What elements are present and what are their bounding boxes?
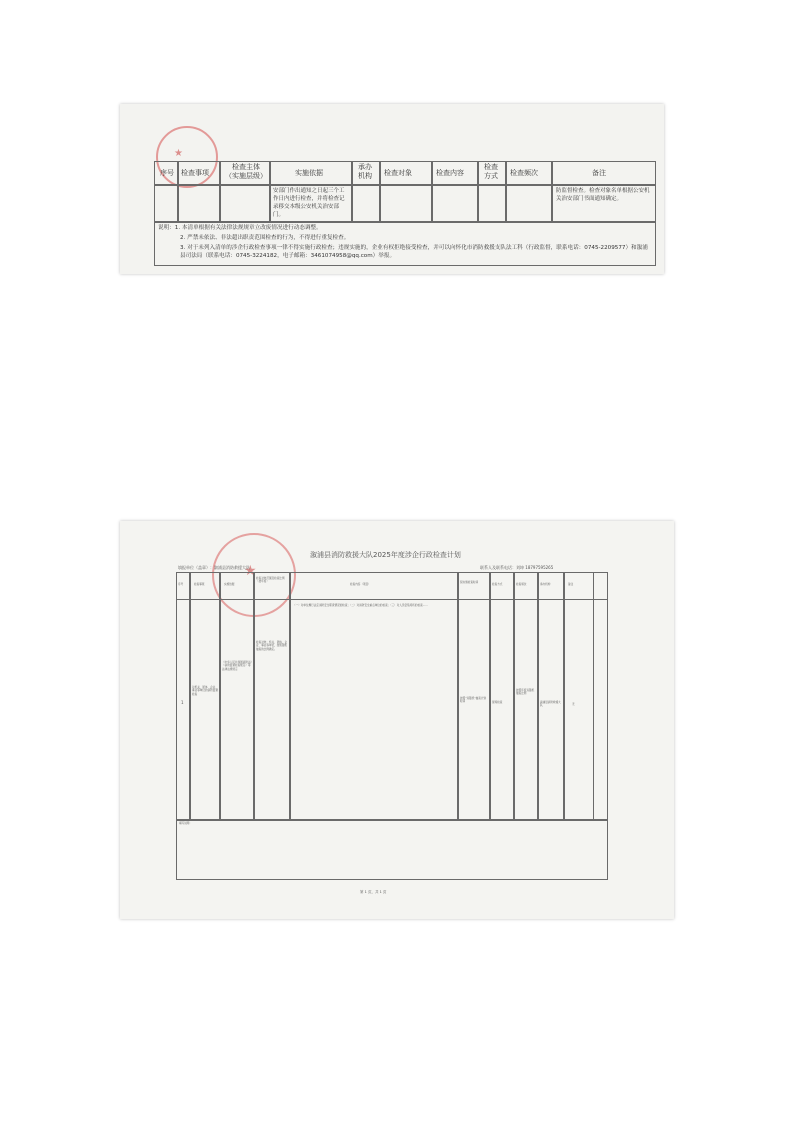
plan-header-remark: 备注 — [568, 583, 574, 586]
plan-header-content: 检查内容（项目） — [350, 583, 371, 586]
top-scanned-page — [120, 104, 664, 274]
note-1: 说明：1. 本清单根据有关法律法规规章立改废情况进行动态调整。 — [158, 225, 322, 231]
plan-row-remark: 无 — [572, 703, 575, 706]
bottom-scanned-page — [120, 521, 674, 919]
header-item: 检查事项 — [181, 169, 209, 177]
plan-header-frequency: 检查频次 — [516, 583, 527, 586]
plan-footer: 第 1 页，共 1 页 — [360, 890, 387, 894]
contact-line: 联系人及联系电话：刘坤 18797595265 — [480, 565, 554, 570]
plan-header-item: 检查事项 — [194, 583, 205, 586]
header-target: 检查对象 — [384, 169, 412, 177]
header-no: 序号 — [160, 169, 174, 177]
official-seal-top: ★ — [156, 126, 218, 188]
plan-row-basis: 《中华人民共和国消防法》《消防监督检查规定》等法律法规规章 — [222, 661, 252, 671]
header-method: 检查 方式 — [484, 163, 498, 180]
official-seal-bottom: ★ — [212, 533, 296, 617]
header-subject: 检查主体 （实施层级） — [225, 163, 267, 180]
plan-row-scope: 检查对象：机关、团体、企业、事业等单位，按照随机抽查的比例确定。 — [256, 641, 288, 651]
plan-row-content: （一）对单位履行法定消防安全职责情况的检查；（二）对消防安全重点单位的检查；（三）对人员密集场所的检查…… — [293, 604, 428, 607]
note-2: 2. 严禁未依法、非法超出职责范围检查的行为，不得进行重复检查。 — [180, 235, 350, 241]
plan-header-basis: 实施依据 — [224, 583, 235, 586]
plan-row-org: 溆浦县消防救援大队 — [540, 701, 561, 708]
header-basis: 实施依据 — [295, 169, 323, 177]
plan-row-method: 现场检查 — [492, 701, 503, 704]
header-org: 承办 机构 — [358, 163, 372, 180]
note-3: 3. 对于未列入清单的涉企行政检查事项一律不得实施行政检查；违规实施的，企业有权拒绝接受检查，并可以向怀化市消防救援支队法工科（行政监督，联系电话：0745-2209577）和溆浦县司法局（联系电话：0745-3224182，电子邮箱：3461074958@qq.com）举报。 — [180, 245, 648, 259]
header-frequency: 检查频次 — [510, 169, 538, 177]
header-remark: 备注 — [592, 169, 606, 177]
plan-notes-title: 填写说明： — [179, 822, 192, 825]
plan-header-scope: 检查对象范围及检查比例（按年度） — [256, 577, 285, 584]
plan-title: 溆浦县消防救援大队2025年度涉企行政检查计划 — [310, 551, 461, 559]
plan-row-no: 1 — [181, 700, 184, 705]
plan-row-item: 对机关、团体、企业、事业等单位的消防监督检查 — [192, 686, 218, 696]
header-content: 检查内容 — [436, 169, 464, 177]
plan-notes-box — [176, 820, 608, 880]
row-remark: 防监督检查。检查对象名单根据公安机关治安部门书面通知确定。 — [556, 188, 650, 202]
plan-row-frequency: 按照年度双随机抽查比例 — [516, 689, 535, 696]
plan-row-time: 按照“双随机”抽查计划时间 — [460, 697, 487, 704]
plan-header-method: 检查方式 — [492, 583, 503, 586]
row-basis: 安部门作出通知之日起三个工作日内进行检查，并将检查记录移交本级公安机关治安部门。 — [273, 188, 345, 218]
org-line: 填报单位（盖章）：溆浦县消防救援大队 — [178, 565, 250, 570]
plan-header-time: 拟实施检查时间 — [460, 581, 479, 584]
plan-header-org: 承办机构 — [540, 583, 551, 586]
plan-header-no: 序号 — [178, 583, 184, 586]
